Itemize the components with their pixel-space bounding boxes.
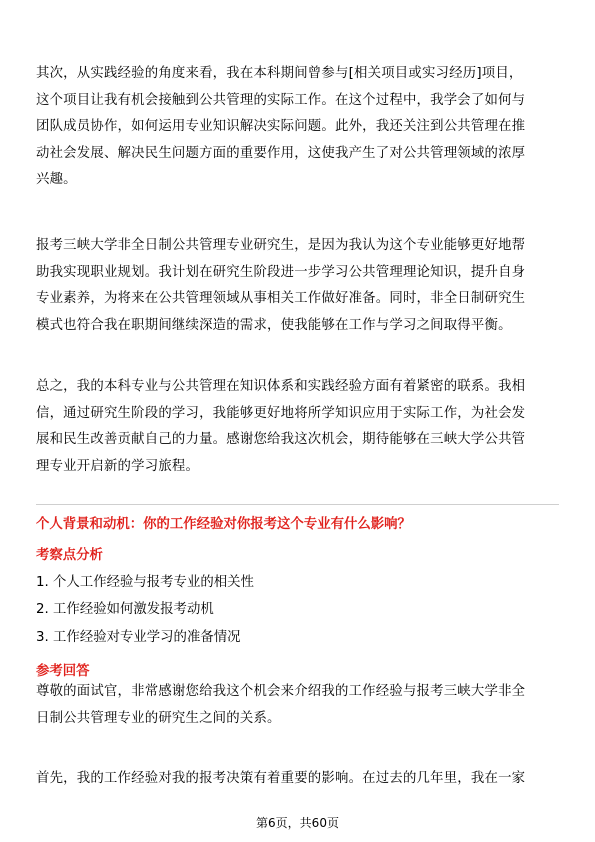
text-line: 模式也符合我在职期间继续深造的需求，使我能够在工作与学习之间取得平衡。	[36, 317, 512, 333]
text-line: 尊敬的面试官，非常感谢您给我这个机会来介绍我的工作经验与报考三峡大学非全	[36, 684, 526, 699]
paragraph-conclusion	[36, 374, 559, 480]
text-line: 专业素养，为将来在公共管理领域从事相关工作做好准备。同时，非全日制研究生	[36, 291, 526, 306]
section-divider	[36, 504, 559, 505]
page-number: 第6页，共60页	[256, 816, 339, 830]
text-line: 总之，我的本科专业与公共管理在知识体系和实践经验方面有着紧密的联系。我相	[36, 379, 526, 394]
text-line: 这个项目让我有机会接触到公共管理的实际工作。在这个过程中，我学会了如何与	[36, 92, 526, 108]
analysis-item: 1. 个人工作经验与报考专业的相关性	[36, 575, 254, 590]
paragraph-practice-experience	[36, 61, 559, 194]
analysis-heading: 考察点分析	[36, 548, 103, 563]
text-line: 兴趣。	[36, 172, 77, 187]
answer-paragraph-intro	[36, 679, 559, 732]
text-line: 其次，从实践经验的角度来看，我在本科期间曾参与[相关项目或实习经历]项目，	[36, 66, 523, 81]
text-line: 团队成员协作，如何运用专业知识解决实际问题。此外，我还关注到公共管理在推	[36, 119, 526, 134]
text-line: 展和民生改善贡献自己的力量。感谢您给我这次机会，期待能够在三峡大学公共管	[36, 432, 526, 447]
analysis-item: 2. 工作经验如何激发报考动机	[36, 602, 214, 617]
text-line: 信，通过研究生阶段的学习，我能够更好地将所学知识应用于实际工作，为社会发	[36, 405, 526, 421]
answer-heading: 参考回答	[36, 664, 90, 679]
text-line: 日制公共管理专业的研究生之间的关系。	[36, 710, 281, 726]
text-line: 理专业开启新的学习旅程。	[36, 458, 200, 474]
text-line: 动社会发展、解决民生问题方面的重要作用，这使我产生了对公共管理领域的浓厚	[36, 145, 526, 161]
text-line: 报考三峡大学非全日制公共管理专业研究生，是因为我认为这个专业能够更好地帮	[36, 238, 526, 253]
text-line: 首先，我的工作经验对我的报考决策有着重要的影响。在过去的几年里，我在一家	[36, 771, 526, 786]
analysis-item: 3. 工作经验对专业学习的准备情况	[36, 630, 241, 645]
paragraph-reason	[36, 233, 559, 339]
answer-paragraph-first	[36, 766, 559, 793]
question-heading: 个人背景和动机：你的工作经验对你报考这个专业有什么影响？	[36, 517, 411, 532]
text-line: 助我实现职业规划。我计划在研究生阶段进一步学习公共管理理论知识，提升自身	[36, 264, 526, 280]
